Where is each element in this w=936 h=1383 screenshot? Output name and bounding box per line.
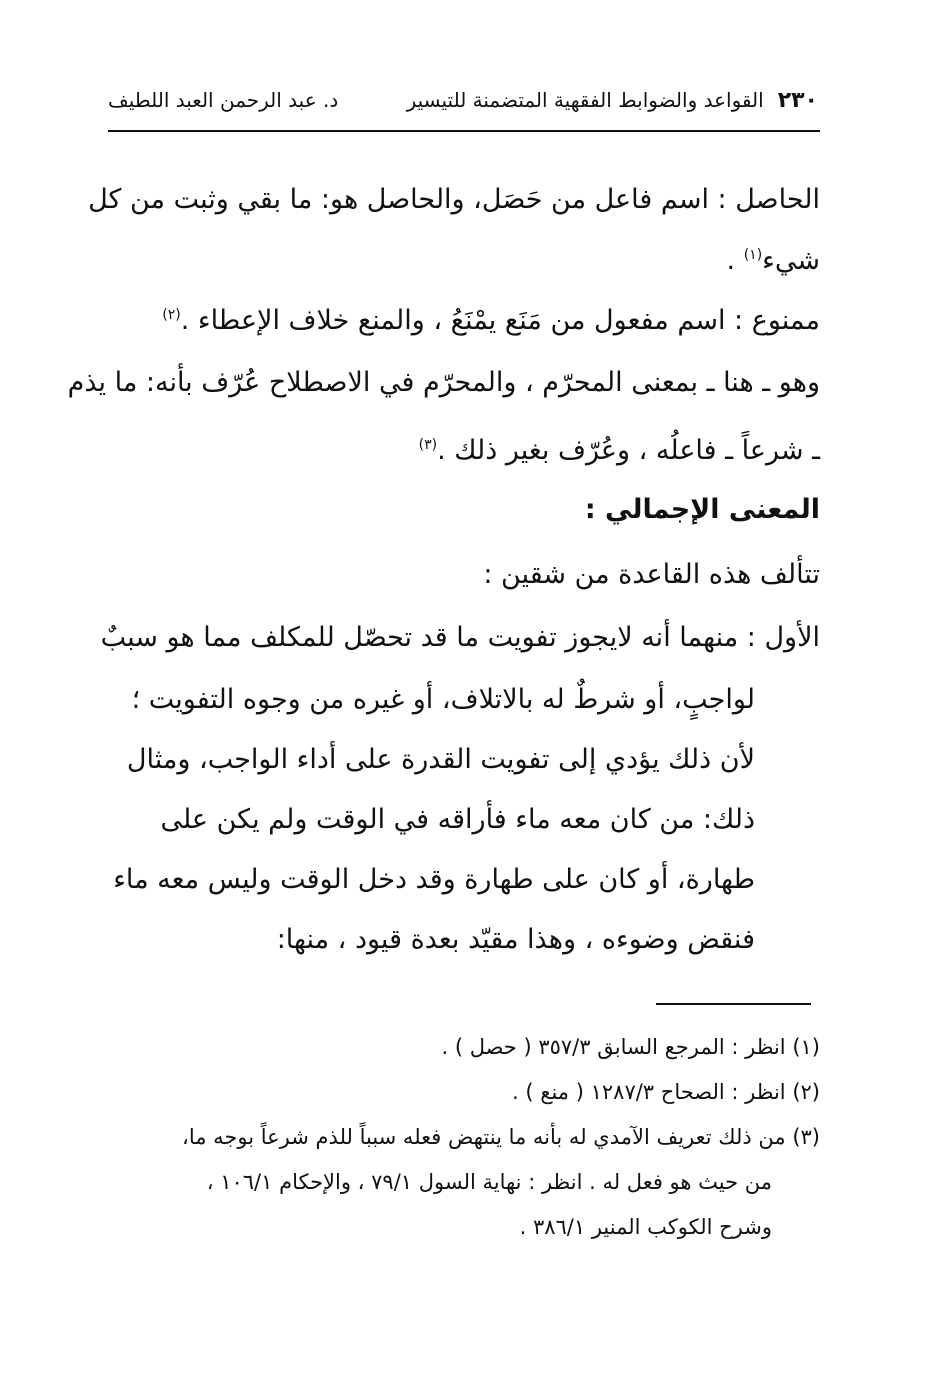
page-header — [108, 80, 818, 120]
footnote-line: (٣) من ذلك تعريف الآمدي له بأنه ما ينتهض فعله سبباً للذم شرعاً بوجه ما، — [182, 1125, 820, 1149]
footnote-divider — [656, 1003, 811, 1005]
text-line: ـ شرعاً ـ فاعلُه ، وعُرّف بغير ذلك .$^{(٣)}$ — [418, 435, 820, 466]
main-text — [67, 165, 820, 985]
header-divider — [108, 130, 820, 132]
author-name: د. عبد الرحمن العبد اللطيف — [108, 88, 339, 112]
footnote-ref: (٣) — [418, 437, 438, 453]
text-line: شيء$^{(١)}$ . — [726, 245, 820, 276]
section-heading: المعنى الإجمالي : — [584, 494, 820, 525]
text-line: الحاصل : اسم فاعل من حَصَل، والحاصل هو: ما بقي وثبت من كل — [88, 184, 820, 215]
text-line: الأول : منهما أنه لايجوز تفويت ما قد تحصّل للمكلف مما هو سببٌ — [100, 622, 820, 653]
text-line: طهارة، أو كان على طهارة وقد دخل الوقت وليس معه ماء — [113, 864, 755, 895]
text-line: فنقض وضوءه ، وهذا مقيّد بعدة قيود ، منها: — [276, 924, 755, 955]
book-title: القواعد والضوابط الفقهية المتضمنة للتيسير — [406, 88, 764, 112]
header-title-group — [407, 88, 818, 113]
footnotes — [100, 1025, 820, 1265]
text-line: وهو ـ هنا ـ بمعنى المحرّم ، والمحرّم في الاصطلاح عُرّف بأنه: ما يذم — [67, 367, 820, 398]
footnote-line: من حيث هو فعل له . انظر : نهاية السول ٧٩/١ ، والإحكام ١٠٦/١ ، — [206, 1170, 772, 1194]
footnote-ref: (٢) — [162, 307, 181, 323]
footnote-ref: (١) — [743, 247, 763, 263]
text-line: ممنوع : اسم مفعول من مَنَع يمْنَعُ ، والمنع خلاف الإعطاء .$^{(٢)}$ — [162, 305, 820, 336]
footnote-line: وشرح الكوكب المنير ٣٨٦/١ . — [519, 1215, 772, 1239]
page-number: ٢٣٠ — [777, 87, 818, 113]
footnote-line: (١) انظر : المرجع السابق ٣٥٧/٣ ( حصل ) . — [441, 1035, 820, 1059]
footnote-line: (٢) انظر : الصحاح ١٢٨٧/٣ ( منع ) . — [512, 1080, 820, 1104]
text-line: ذلك: من كان معه ماء فأراقه في الوقت ولم يكن على — [160, 804, 755, 835]
text-line: تتألف هذه القاعدة من شقين : — [483, 559, 820, 590]
text-line: لأن ذلك يؤدي إلى تفويت القدرة على أداء الواجب، ومثال — [126, 744, 755, 775]
text-line: لواجبٍ، أو شرطٌ له بالاتلاف، أو غيره من وجوه التفويت ؛ — [131, 684, 755, 715]
